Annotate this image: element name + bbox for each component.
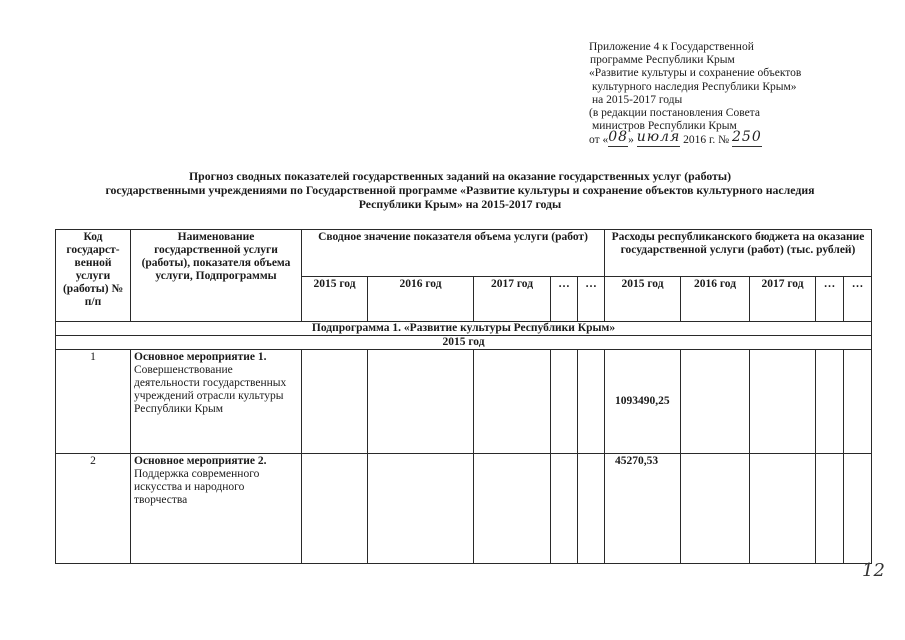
annex-line: программе Республики Крым <box>590 54 735 67</box>
forecast-table <box>55 229 872 564</box>
empty-cell <box>750 454 816 564</box>
empty-cell <box>816 454 844 564</box>
row-title: Основное мероприятие 2. <box>134 455 267 467</box>
title-line-3: Республики Крым» на 2015-2017 годы <box>358 197 562 211</box>
empty-cell <box>816 350 844 454</box>
empty-cell <box>551 454 578 564</box>
expense-value: 45270,53 <box>605 454 681 564</box>
year-row: 2015 год <box>56 336 872 350</box>
title-line-2: государственными учреждениями по Государственной программе «Развитие культуры и сохранение объектов культурного наследия <box>105 183 815 197</box>
header-year: … <box>551 277 578 322</box>
subprogram-row: Подпрограмма 1. «Развитие культуры Республики Крым» <box>56 322 872 336</box>
row-description: Поддержка современного искусства и народного творчества <box>134 468 260 506</box>
annex-line: культурного наследия Республики Крым» <box>592 80 797 93</box>
annex-block <box>589 41 889 148</box>
row-name <box>131 350 302 454</box>
doc-number: 250 <box>732 129 762 146</box>
title-line-1: Прогноз сводных показателей государственных заданий на оказание государственных услуг (работы) <box>188 169 732 183</box>
empty-cell <box>578 350 605 454</box>
empty-cell <box>578 454 605 564</box>
row-description: Совершенствование деятельности государственных учреждений отрасли культуры Республики Крым <box>134 364 287 415</box>
empty-cell <box>302 454 368 564</box>
empty-cell <box>681 350 750 454</box>
row-number: 2 <box>56 454 131 564</box>
date-month: июля <box>636 129 681 146</box>
table-row <box>56 454 872 564</box>
row-title: Основное мероприятие 1. <box>134 351 267 363</box>
annex-line: на 2015-2017 годы <box>592 93 683 106</box>
header-year: 2016 год <box>681 277 750 322</box>
empty-cell <box>302 350 368 454</box>
row-name <box>131 454 302 564</box>
header-year: 2015 год <box>302 277 368 322</box>
annex-line: (в редакции постановления Совета <box>589 107 760 120</box>
empty-cell <box>368 350 474 454</box>
empty-cell <box>474 350 551 454</box>
header-expenses-group: Расходы республиканского бюджета на оказание государственной услуги (работ) (тыс. рублей) <box>605 230 872 277</box>
header-year: 2017 год <box>474 277 551 322</box>
empty-cell <box>368 454 474 564</box>
header-year: 2016 год <box>368 277 474 322</box>
row-number: 1 <box>56 350 131 454</box>
date-year: 2016 г. № <box>683 134 730 147</box>
header-year: … <box>816 277 844 322</box>
document-title <box>40 169 880 211</box>
header-year: … <box>844 277 872 322</box>
empty-cell <box>551 350 578 454</box>
header-year: … <box>578 277 605 322</box>
expense-value: 1093490,25 <box>605 350 681 454</box>
page-number: 12 <box>862 560 885 581</box>
date-mid: » <box>628 134 634 147</box>
table-row <box>56 350 872 454</box>
annex-line: министров Республики Крым <box>592 120 737 133</box>
annex-line: Приложение 4 к Государственной <box>589 41 754 53</box>
date-day: 08 <box>608 129 629 146</box>
header-year: 2015 год <box>605 277 681 322</box>
empty-cell <box>681 454 750 564</box>
date-prefix: от « <box>589 134 609 147</box>
header-name: Наименование государственной услуги (работы), показателя объема услуги, Подпрограммы <box>131 230 302 322</box>
annex-line: «Развитие культуры и сохранение объектов <box>589 67 802 80</box>
header-volume-group: Сводное значение показателя объема услуги (работ) <box>302 230 605 277</box>
empty-cell <box>844 454 872 564</box>
empty-cell <box>750 350 816 454</box>
header-code: Код государст-венной услуги (работы) № п/п <box>56 230 131 322</box>
annex-date-line <box>589 129 889 147</box>
header-year: 2017 год <box>750 277 816 322</box>
empty-cell <box>844 350 872 454</box>
empty-cell <box>474 454 551 564</box>
